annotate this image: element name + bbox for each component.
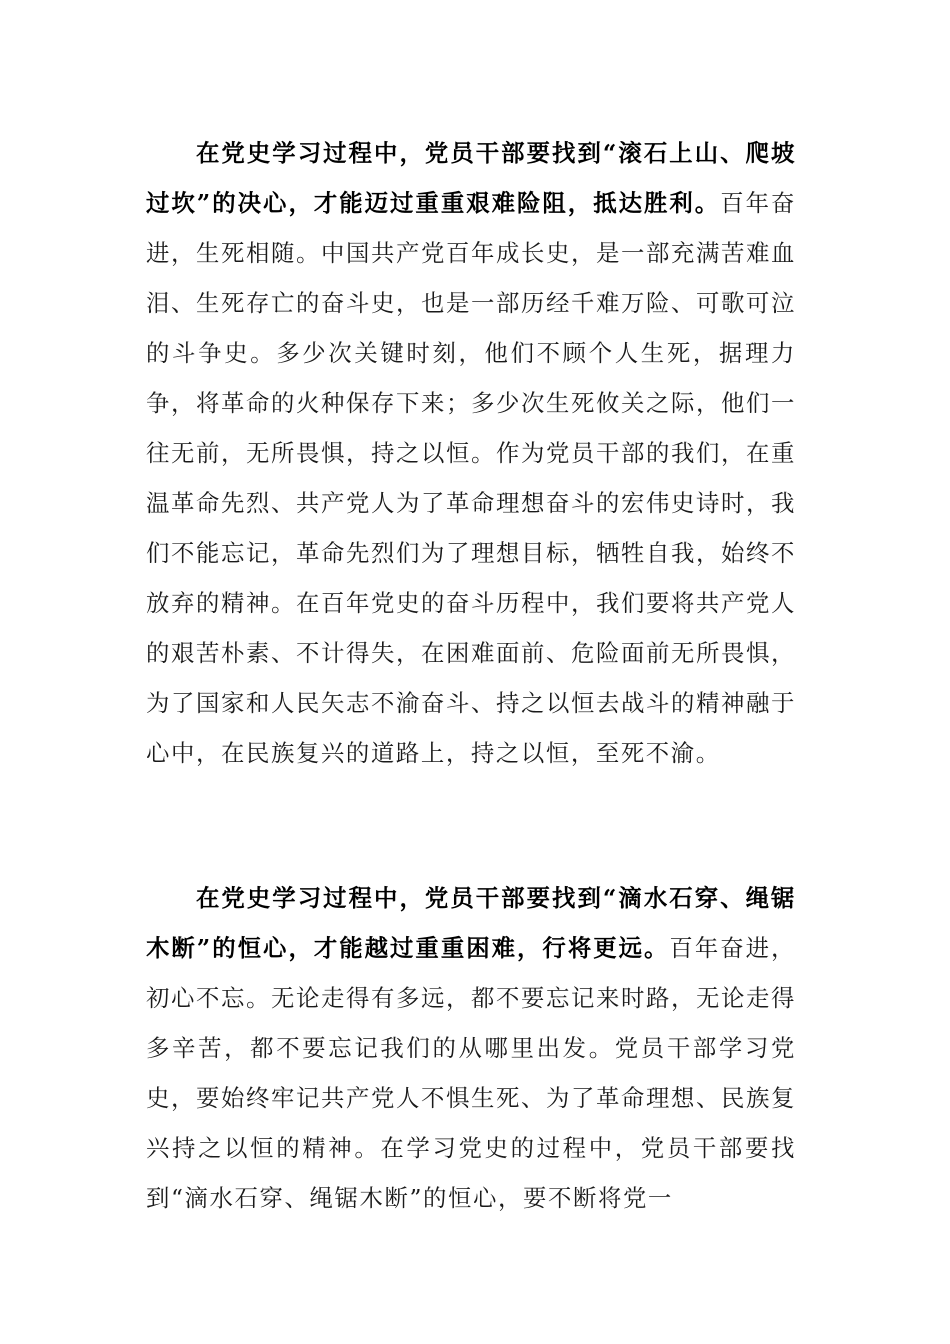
paragraph-1 [146,128,796,778]
paragraph-2 [146,873,796,1223]
paragraph-1-lead: 在党史学习过程中，党员干部要找到“滚石上山、爬坡过坎”的决心，才能迈过重重艰难险阻，抵达胜利。 [146,139,796,217]
paragraph-2-lead: 在党史学习过程中，党员干部要找到“滴水石穿、绳锯木断”的恒心，才能越过重重困难，行将更远。 [146,884,796,962]
paragraph-1-body: 百年奋进，生死相随。中国共产党百年成长史，是一部充满苦难血泪、生死存亡的奋斗史，也是一部历经千难万险、可歌可泣的斗争史。多少次关键时刻，他们不顾个人生死，据理力争，将革命的火种保存下来；多少次生死攸关之际，他们一往无前，无所畏惧，持之以恒。作为党员干部的我们，在重温革命先烈、共产党人为了革命理想奋斗的宏伟史诗时，我们不能忘记，革命先烈们为了理想目标，牺牲自我，始终不放弃的精神。在百年党史的奋斗历程中，我们要将共产党人的艰苦朴素、不计得失，在困难面前、危险面前无所畏惧，为了国家和人民矢志不渝奋斗、持之以恒去战斗的精神融于心中，在民族复兴的道路上，持之以恒，至死不渝。 [146,189,796,767]
paragraph-2-body: 百年奋进，初心不忘。无论走得有多远，都不要忘记来时路，无论走得多辛苦，都不要忘记我们的从哪里出发。党员干部学习党史，要始终牢记共产党人不惧生死、为了革命理想、民族复兴持之以恒的精神。在学习党史的过程中，党员干部要找到“滴水石穿、绳锯木断”的恒心，要不断将党一 [146,934,797,1212]
